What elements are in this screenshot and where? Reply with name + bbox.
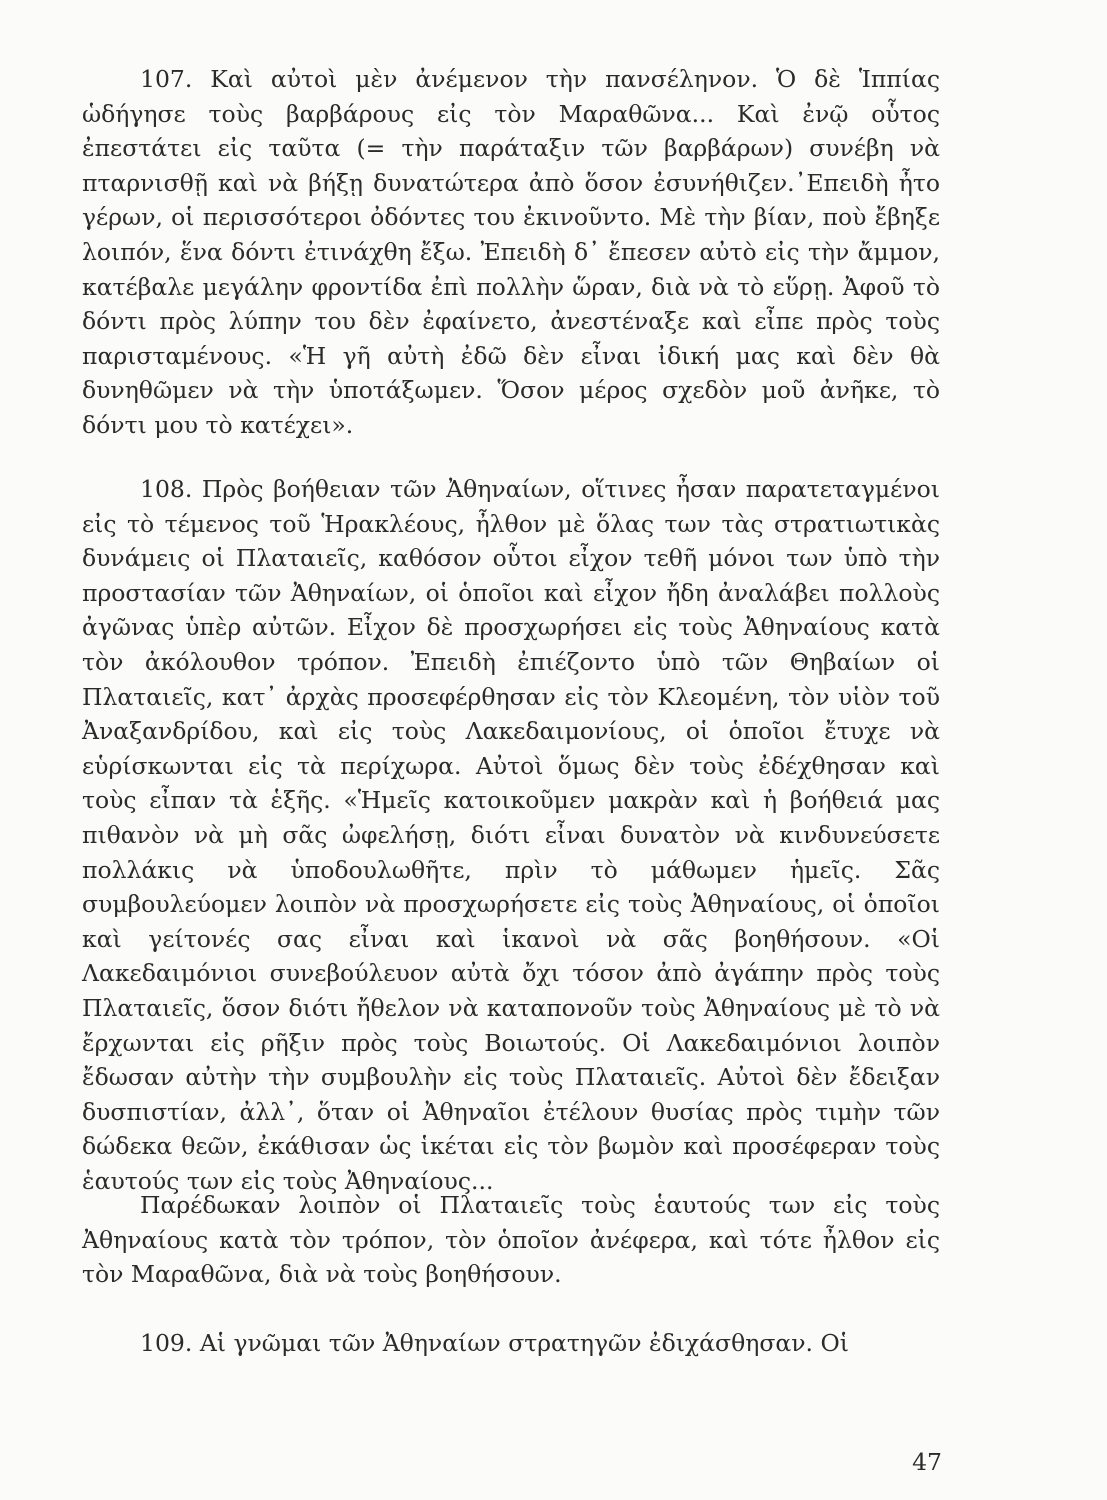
paragraph-107 [82,62,940,443]
paragraph-108 [82,472,940,1198]
paragraph-109 [82,1326,940,1361]
paragraph-text: Καὶ αὐτοὶ μὲν ἀνέμενον τὴν πανσέληνον. Ὁ δὲ Ἱππίας ὡδήγησε τοὺς βαρβάρους εἰς τὸν Μαραθῶνα... Καὶ ἐνῷ οὗτος ἐπεστάτει εἰς ταῦτα (= τὴν παράταξιν τῶν βαρβάρων) συνέβη νὰ πταρνισθῇ καὶ νὰ βήξῃ δυνατώτερα ἀπὸ ὅσον ἐσυνήθιζεν.᾿Επειδὴ ἦτο γέρων, οἱ περισσότεροι ὀδόντες του ἐκινοῦντο. Μὲ τὴν βίαν, ποὺ ἔβηξε λοιπόν, ἕνα δόντι ἐτινάχθη ἔξω. Ἐπειδὴ δ᾿ ἔπεσεν αὐτὸ εἰς τὴν ἄμμον, κατέβαλε μεγάλην φροντίδα ἐπὶ πολλὴν ὥραν, διὰ νὰ τὸ εὕρῃ. Ἀφοῦ τὸ δόντι πρὸς λύπην του δὲν ἐφαίνετο, ἀνεστέναξε καὶ εἶπε πρὸς τοὺς παρισταμένους. «Ἡ γῆ αὐτὴ ἐδῶ δὲν εἶναι ἰδική μας καὶ δὲν θὰ δυνηθῶμεν νὰ τὴν ὑποτάξωμεν. Ὅσον μέρος σχεδὸν μοῦ ἀνῆκε, τὸ δόντι μου τὸ κατέχει». [82,65,940,439]
paragraph-text: Παρέδωκαν λοιπὸν οἱ Πλαταιεῖς τοὺς ἑαυτούς των εἰς τοὺς Ἀθηναίους κατὰ τὸν τρόπον, τὸν ὁποῖον ἀνέφερα, καὶ τότε ἦλθον εἰς τὸν Μαραθῶνα, διὰ νὰ τοὺς βοηθήσουν. [82,1191,940,1289]
paragraph-108-continuation [82,1188,940,1292]
paragraph-number: 109. [140,1329,193,1357]
paragraph-number: 107. [140,65,193,93]
paragraph-number: 108. [140,475,193,503]
paragraph-text: Πρὸς βοήθειαν τῶν Ἀθηναίων, οἵτινες ἦσαν παρατεταγμένοι εἰς τὸ τέμενος τοῦ Ἡρακλέους, ἦλθον μὲ ὅλας των τὰς στρατιωτικὰς δυνάμεις οἱ Πλαταιεῖς, καθόσον οὗτοι εἶχον τεθῆ μόνοι των ὑπὸ τὴν προστασίαν τῶν Ἀθηναίων, οἱ ὁποῖοι καὶ εἶχον ἤδη ἀναλάβει πολλοὺς ἀγῶνας ὑπὲρ αὐτῶν. Εἶχον δὲ προσχωρήσει εἰς τοὺς Ἀθηναίους κατὰ τὸν ἀκόλουθον τρόπον. Ἐπειδὴ ἐπιέζοντο ὑπὸ τῶν Θηβαίων οἱ Πλαταιεῖς, κατ᾿ ἀρχὰς προσεφέρθησαν εἰς τὸν Κλεομένη, τὸν υἱὸν τοῦ Ἀναξανδρίδου, καὶ εἰς τοὺς Λακεδαιμονίους, οἱ ὁποῖοι ἔτυχε νὰ εὑρίσκωνται εἰς τὰ περίχωρα. Αὐτοὶ ὅμως δὲν τοὺς ἐδέχθησαν καὶ τοὺς εἶπαν τὰ ἑξῆς. «Ἡμεῖς κατοικοῦμεν μακρὰν καὶ ἡ βοήθειά μας πιθανὸν νὰ μὴ σᾶς ὠφελήσῃ, διότι εἶναι δυνατὸν νὰ κινδυνεύσετε πολλάκις νὰ ὑποδουλωθῆτε, πρὶν τὸ μάθωμεν ἡμεῖς. Σᾶς συμβουλεύομεν λοιπὸν νὰ προσχωρήσετε εἰς τοὺς Ἀθηναίους, οἱ ὁποῖοι καὶ γείτονές σας εἶναι καὶ ἱκανοὶ νὰ σᾶς βοηθήσουν. «Οἱ Λακεδαιμόνιοι συνεβούλευον αὐτὰ ὄχι τόσον ἀπὸ ἀγάπην πρὸς τοὺς Πλαταιεῖς, ὅσον διότι ἤθελον νὰ καταπονοῦν τοὺς Ἀθηναίους μὲ τὸ νὰ ἔρχωνται εἰς ρῆξιν πρὸς τοὺς Βοιωτούς. Οἱ Λακεδαιμόνιοι λοιπὸν ἔδωσαν αὐτὴν τὴν συμβουλὴν εἰς τοὺς Πλαταιεῖς. Αὐτοὶ δὲν ἔδειξαν δυσπιστίαν, ἀλλ᾿, ὅταν οἱ Ἀθηναῖοι ἐτέλουν θυσίας πρὸς τιμὴν τῶν δώδεκα θεῶν, ἐκάθισαν ὡς ἱκέται εἰς τὸν βωμὸν καὶ προσέφεραν τοὺς ἑαυτούς των εἰς τοὺς Ἀθηναίους... [82,475,940,1195]
paragraph-text: Αἱ γνῶμαι τῶν Ἀθηναίων στρατηγῶν ἐδιχάσθησαν. Οἱ [199,1329,849,1357]
page-number: 47 [912,1448,942,1476]
